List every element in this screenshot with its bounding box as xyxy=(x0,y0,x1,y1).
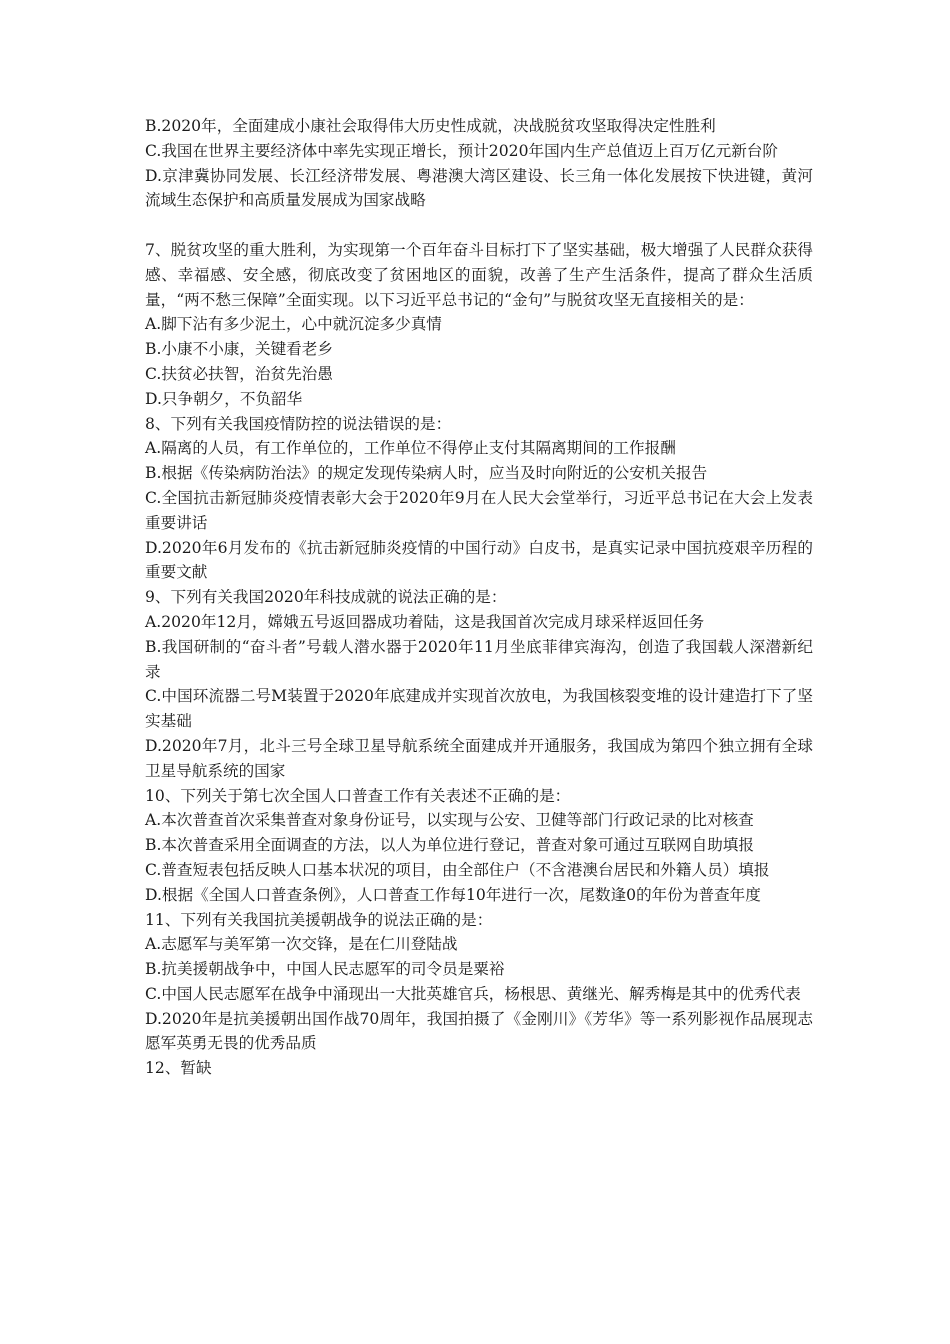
q6-option-b: B.2020年，全面建成小康社会取得伟大历史性成就，决战脱贫攻坚取得决定性胜利 xyxy=(145,117,716,135)
q8-option-b: B.根据《传染病防治法》的规定发现传染病人时，应当及时向附近的公安机关报告 xyxy=(145,464,708,483)
document-page xyxy=(145,114,813,1081)
q10-option-c: C.普查短表包括反映人口基本状况的项目，由全部住户（不含港澳台居民和外籍人员）填报 xyxy=(145,860,770,879)
q6-option-c: C.我国在世界主要经济体中率先实现正增长，预计2020年国内生产总值迈上百万亿元新台阶 xyxy=(145,141,778,160)
q10-option-d: D.根据《全国人口普查条例》，人口普查工作每10年进行一次，尾数逢0的年份为普查年度 xyxy=(145,885,761,904)
q9-option-b: B.我国研制的“奋斗者”号载人潜水器于2020年11月坐底菲律宾海沟，创造了我国载人深潜新纪录 xyxy=(145,637,813,681)
q7-option-c: C.扶贫必扶智，治贫先治愚 xyxy=(145,364,333,383)
q11-option-a: A.志愿军与美军第一次交锋，是在仁川登陆战 xyxy=(145,935,458,954)
q8-option-d: D.2020年6月发布的《抗击新冠肺炎疫情的中国行动》白皮书，是真实记录中国抗疫艰辛历程的重要文献 xyxy=(145,538,813,582)
q11-option-b: B.抗美援朝战争中，中国人民志愿军的司令员是粟裕 xyxy=(145,960,505,979)
q9-option-c: C.中国环流器二号M装置于2020年底建成并实现首次放电，为我国核裂变堆的设计建造打下了坚实基础 xyxy=(145,687,813,731)
q8-option-a: A.隔离的人员，有工作单位的，工作单位不得停止支付其隔离期间的工作报酬 xyxy=(145,439,676,458)
q9-option-a: A.2020年12月，嫦娥五号返回器成功着陆，这是我国首次完成月球采样返回任务 xyxy=(145,612,705,631)
q6-option-d: D.京津冀协同发展、长江经济带发展、粤港澳大湾区建设、长三角一体化发展按下快进键，黄河流域生态保护和高质量发展成为国家战略 xyxy=(145,166,813,210)
q11-option-d: D.2020年是抗美援朝出国作战70周年，我国拍摄了《金刚川》《芳华》等一系列影视作品展现志愿军英勇无畏的优秀品质 xyxy=(145,1009,813,1053)
q7-option-d: D.只争朝夕，不负韶华 xyxy=(145,389,303,408)
q9-stem: 9、下列有关我国2020年科技成就的说法正确的是： xyxy=(145,588,507,607)
q7-option-b: B.小康不小康，关键看老乡 xyxy=(145,340,333,359)
blank-line xyxy=(145,213,813,238)
q7-stem: 7、脱贫攻坚的重大胜利，为实现第一个百年奋斗目标打下了坚实基础，极大增强了人民群众获得感、幸福感、安全感，彻底改变了贫困地区的面貌，改善了生产生活条件，提高了群众生活质量，“两不愁三保障”全面实现。以下习近平总书记的“金句”与脱贫攻坚无直接相关的是： xyxy=(145,240,813,309)
q11-stem: 11、下列有关我国抗美援朝战争的说法正确的是： xyxy=(145,910,493,929)
q8-stem: 8、下列有关我国疫情防控的说法错误的是： xyxy=(145,414,452,433)
q11-option-c: C.中国人民志愿军在战争中涌现出一大批英雄官兵，杨根思、黄继光、解秀梅是其中的优秀代表 xyxy=(145,984,801,1003)
q9-option-d: D.2020年7月，北斗三号全球卫星导航系统全面建成并开通服务，我国成为第四个独立拥有全球卫星导航系统的国家 xyxy=(145,736,813,780)
q10-stem: 10、下列关于第七次全国人口普查工作有关表述不正确的是： xyxy=(145,786,571,805)
q12-stem: 12、暂缺 xyxy=(145,1059,212,1078)
q10-option-b: B.本次普查采用全面调查的方法，以人为单位进行登记，普查对象可通过互联网自助填报 xyxy=(145,836,754,855)
q8-option-c: C.全国抗击新冠肺炎疫情表彰大会于2020年9月在人民大会堂举行，习近平总书记在大会上发表重要讲话 xyxy=(145,488,813,532)
q10-option-a: A.本次普查首次采集普查对象身份证号，以实现与公安、卫健等部门行政记录的比对核查 xyxy=(145,811,754,830)
q7-option-a: A.脚下沾有多少泥土，心中就沉淀多少真情 xyxy=(145,315,442,334)
